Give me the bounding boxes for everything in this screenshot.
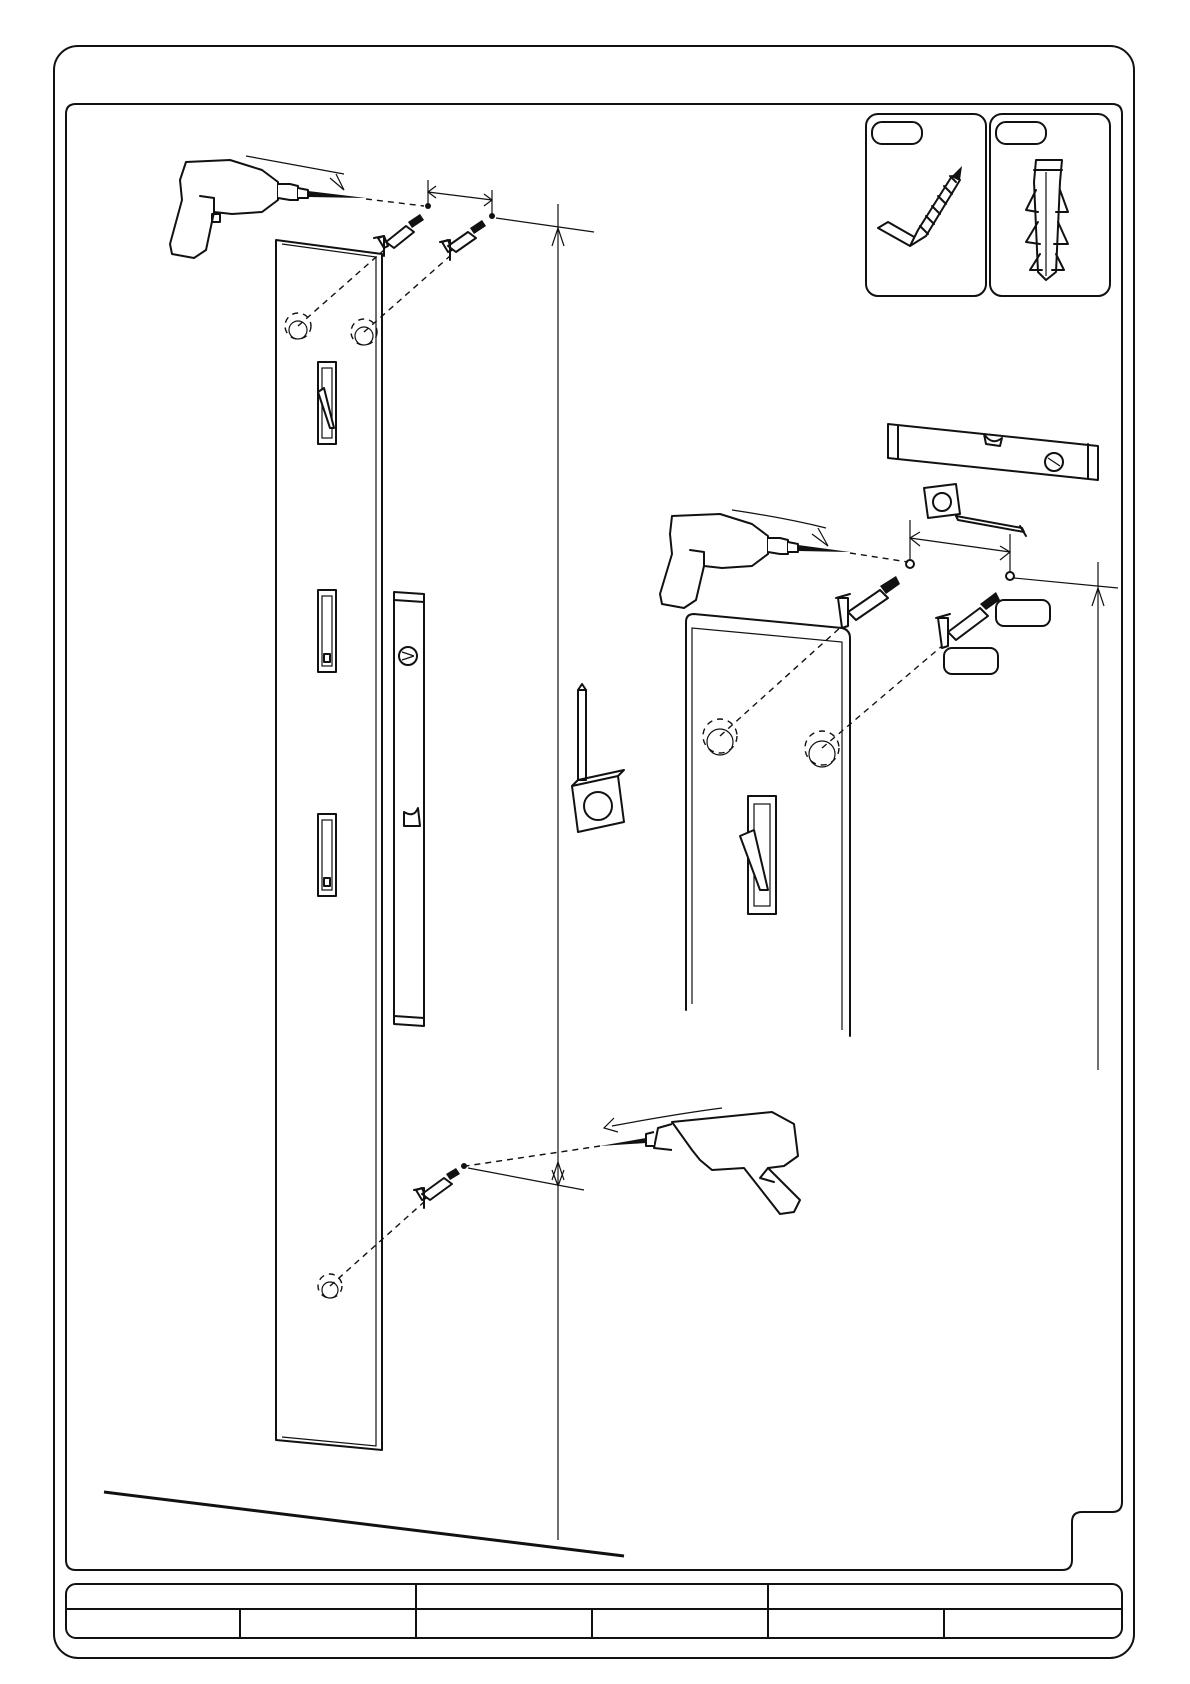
hook-screw-icon (878, 166, 962, 246)
parts-box-wall-plug (990, 114, 1110, 296)
tape-measure-icon (924, 484, 1026, 536)
hook-screw-top-right (440, 220, 486, 260)
hook-screw-right-2 (936, 592, 1000, 648)
coat-hook-1 (318, 362, 336, 444)
coat-hook-2 (318, 590, 336, 672)
height-dimension (552, 204, 564, 1540)
coat-rack-panel (276, 240, 382, 1450)
floor-line (104, 1492, 624, 1556)
spirit-level-icon (888, 424, 1098, 480)
power-drill-icon (660, 510, 850, 608)
callout-label-box-2 (944, 648, 998, 674)
drawing-area-frame (66, 104, 1122, 1570)
power-drill-icon (170, 156, 366, 258)
title-block (66, 1584, 1122, 1638)
part-label-box-a (872, 122, 922, 144)
coat-rack-panel-detail (686, 614, 942, 1036)
coat-hook-3 (318, 814, 336, 896)
hook-screw-bottom (330, 1168, 460, 1286)
part-label-box-b (996, 122, 1046, 144)
coat-hook-detail (740, 796, 776, 914)
drill-hole-marker-bottom (461, 1146, 600, 1190)
wall-plug-icon (1026, 160, 1068, 280)
hook-screw-top-left (374, 214, 424, 256)
callout-label-box-1 (996, 600, 1050, 626)
power-drill-icon (600, 1108, 800, 1214)
alignment-lines-top (298, 250, 450, 332)
spirit-level-icon (394, 592, 424, 1026)
mounting-hole-detail-right (805, 731, 839, 767)
tape-measure-icon (572, 684, 624, 832)
hook-screw-right-1 (836, 576, 900, 628)
page-outer-frame (54, 46, 1134, 1658)
parts-box-hook-screw (866, 114, 986, 296)
